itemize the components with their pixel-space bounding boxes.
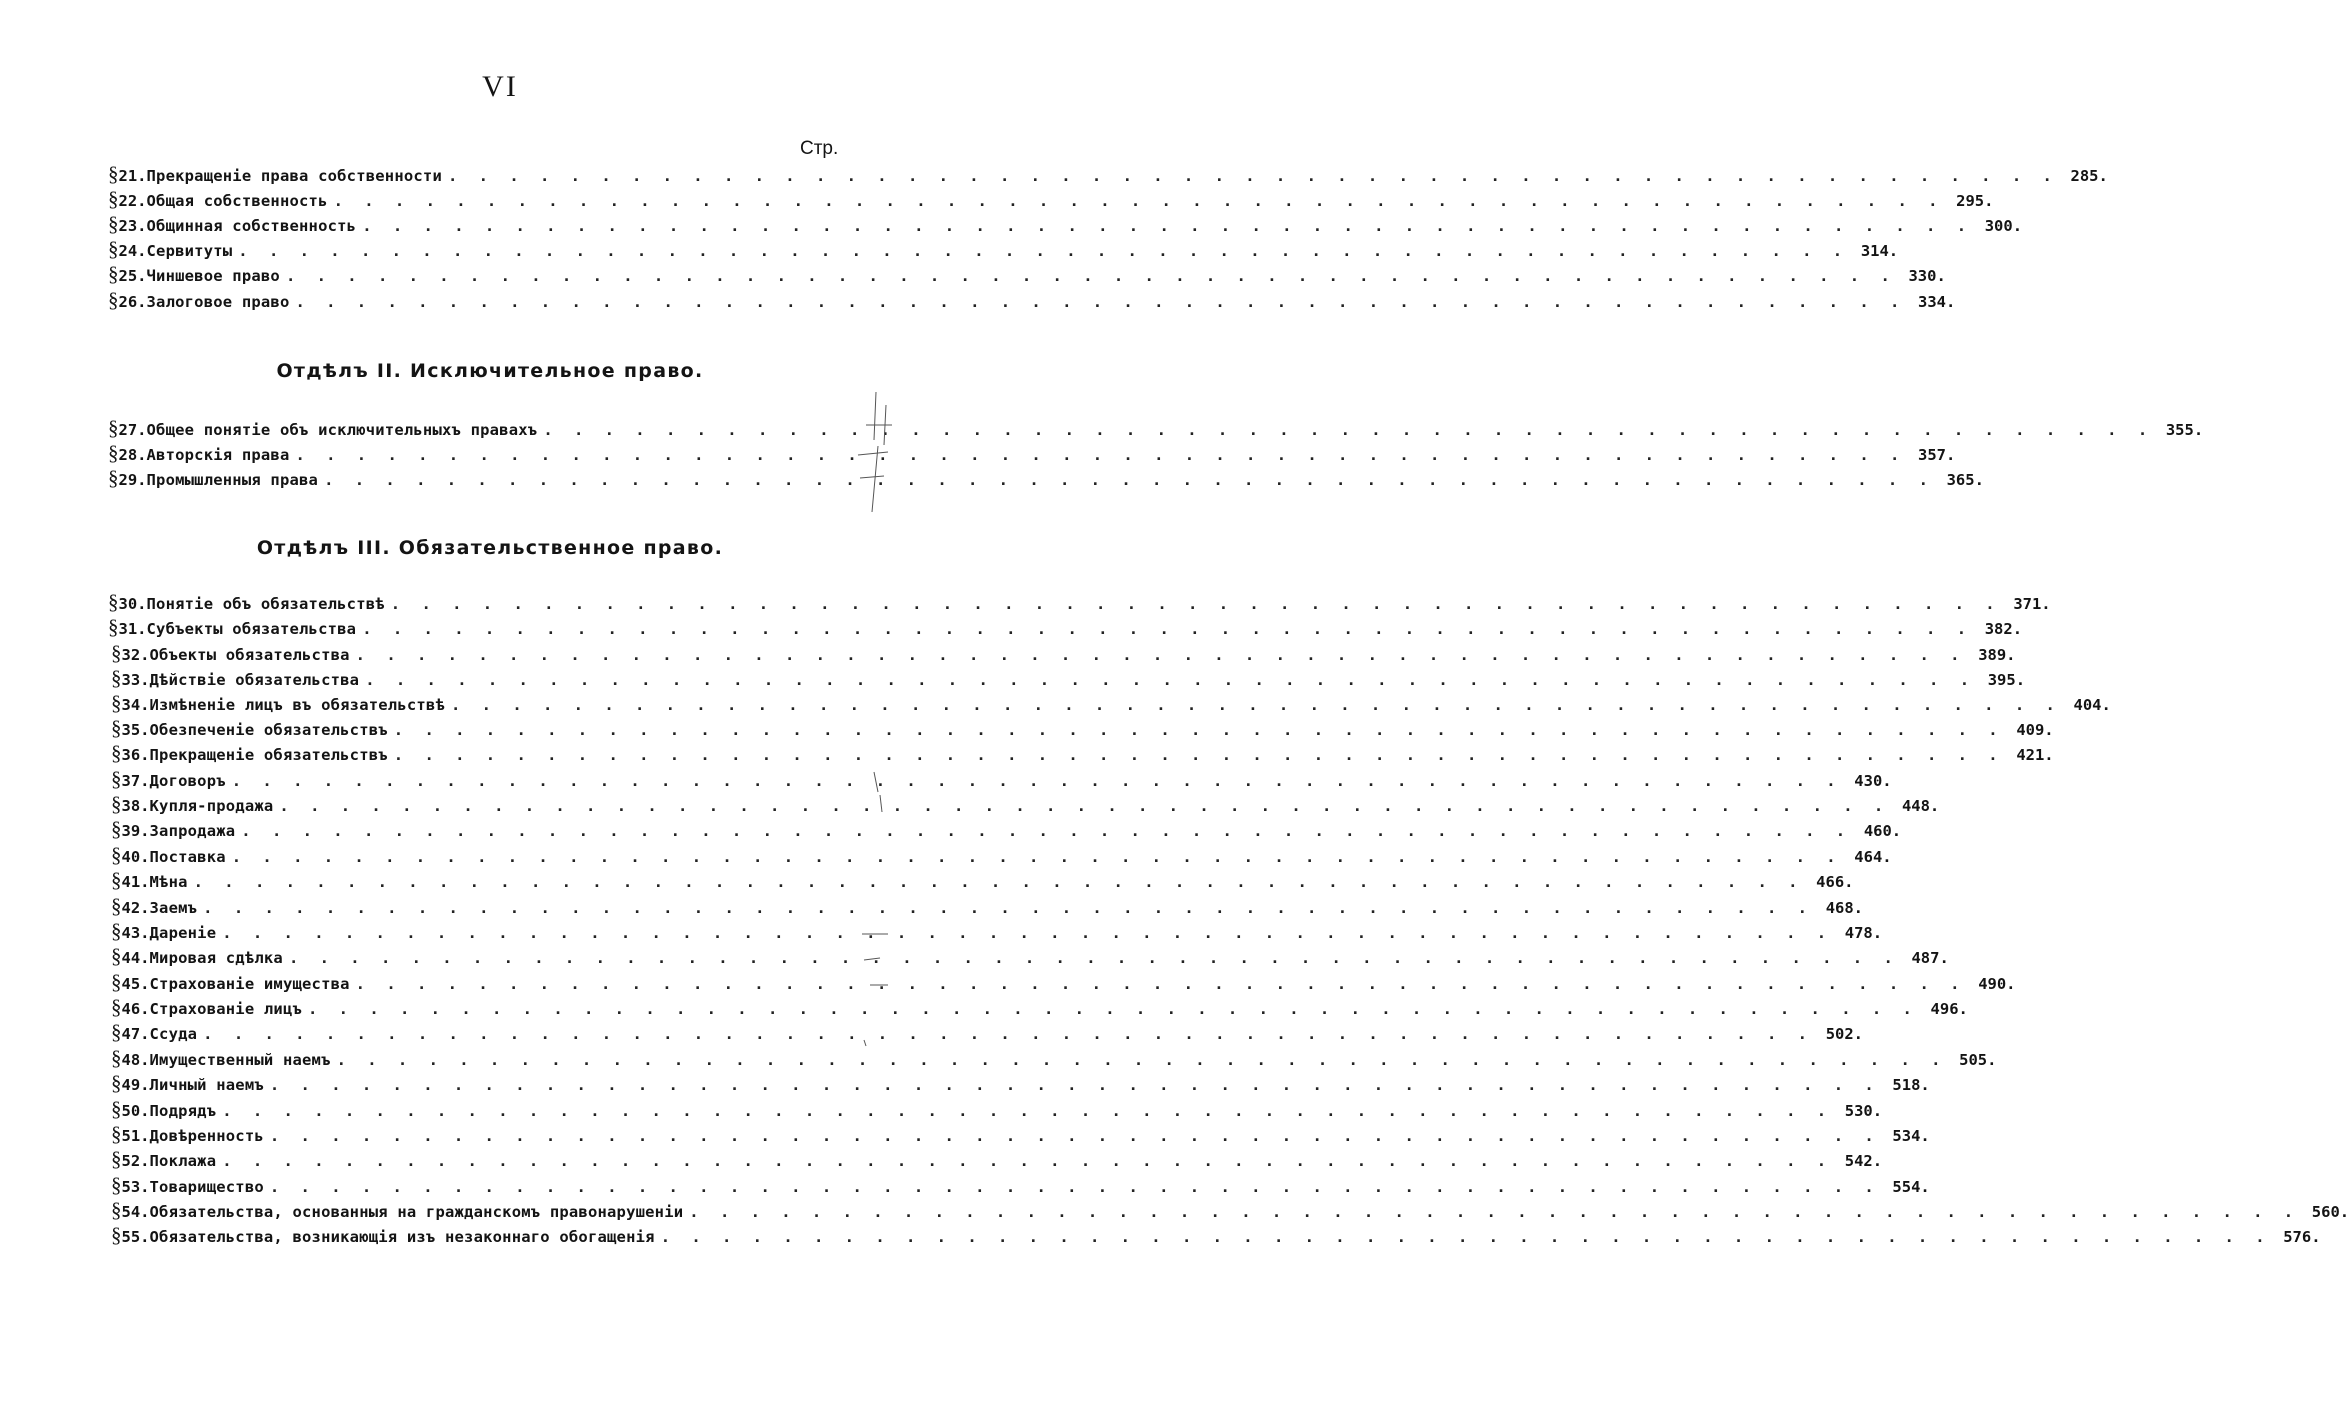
section-symbol: § xyxy=(111,970,122,994)
entry-page: 534. xyxy=(1892,1127,1930,1145)
section-symbol: § xyxy=(111,1147,122,1171)
entry-page: 487. xyxy=(1911,949,1949,967)
section-symbol: § xyxy=(111,792,122,816)
entry-page: 382. xyxy=(1984,620,2023,638)
section-symbol: § xyxy=(111,1046,122,1070)
entry-number: 24. xyxy=(118,242,147,260)
entry-number: 44. xyxy=(121,949,150,967)
entry-title: Мировая сдѣлка xyxy=(149,949,283,967)
dot-leader: . . . . . . . . . . . . . . . . . . . . . . . . . . . . . . . . . . . . . . . . . . . . . . . . . . . . . xyxy=(222,1152,1833,1170)
entry-title: Страхованіе лицъ xyxy=(149,1000,303,1018)
entry-number: 51. xyxy=(121,1127,150,1145)
entry-title: Поставка xyxy=(149,848,226,866)
section-symbol: § xyxy=(111,767,122,791)
entry-page: 464. xyxy=(1854,848,1892,866)
dot-leader: . . . . . . . . . . . . . . . . . . . . . . . . . . . . . . . . . . . . . . . . . . . . . . . . . . . . . xyxy=(393,746,2004,764)
dot-leader: . . . . . . . . . . . . . . . . . . . . . . . . . . . . . . . . . . . . . . . . . . . . . . . . . . . . . xyxy=(355,975,1966,993)
entry-number: 40. xyxy=(121,848,150,866)
dot-leader: . . . . . . . . . . . . . . . . . . . . . . . . . . . . . . . . . . . . . . . . . . . . . . . . . . . . . xyxy=(393,721,2004,739)
entry-number: 53. xyxy=(121,1178,150,1196)
entry-page: 468. xyxy=(1825,899,1864,917)
section-symbol: § xyxy=(111,1097,122,1121)
entry-title: Договоръ xyxy=(149,772,226,790)
entry-title: Обязательства, возникающія изъ незаконнаго обогащенія xyxy=(149,1228,655,1246)
section-symbol: § xyxy=(111,666,122,690)
section-symbol: § xyxy=(108,416,119,440)
section-heading: Отдѣлъ III. Обязательственное право. xyxy=(256,537,724,559)
entry-number: 41. xyxy=(121,873,150,891)
entry-page: 330. xyxy=(1908,267,1946,285)
dot-leader: . . . . . . . . . . . . . . . . . . . . . . . . . . . . . . . . . . . . . . . . . . . . . . . . . . . . . xyxy=(269,1178,1880,1196)
entry-number: 35. xyxy=(121,721,150,739)
entry-title: Дареніе xyxy=(149,924,217,942)
section-symbol: § xyxy=(111,919,122,943)
dot-leader: . . . . . . . . . . . . . . . . . . . . . . . . . . . . . . . . . . . . . . . . . . . . . . . . . . . . . xyxy=(390,595,2001,613)
entry-page: 285. xyxy=(2070,167,2108,185)
dot-leader: . . . . . . . . . . . . . . . . . . . . . . . . . . . . . . . . . . . . . . . . . . . . . . . . . . . . . xyxy=(362,217,1973,235)
entry-number: 37. xyxy=(121,772,150,790)
entry-title: Страхованіе имущества xyxy=(149,975,350,993)
section-symbol: § xyxy=(111,1173,122,1197)
dot-leader: . . . . . . . . . . . . . . . . . . . . . . . . . . . . . . . . . . . . . . . . . . . . . . . . . . . . . xyxy=(241,822,1852,840)
entry-number: 31. xyxy=(118,620,147,638)
dot-leader: . . . . . . . . . . . . . . . . . . . . . . . . . . . . . . . . . . . . . . . . . . . . . . . . . . . . . xyxy=(295,293,1906,311)
entry-page: 334. xyxy=(1918,293,1956,311)
entry-title: Авторскія права xyxy=(146,446,290,464)
section-symbol: § xyxy=(108,466,119,490)
entry-page: 314. xyxy=(1860,242,1899,260)
entry-number: 47. xyxy=(121,1025,150,1043)
entry-title: Промышленныя права xyxy=(146,471,319,489)
entry-number: 34. xyxy=(121,696,150,714)
dot-leader: . . . . . . . . . . . . . . . . . . . . . . . . . . . . . . . . . . . . . . . . . . . . . . . . . . . . . xyxy=(543,421,2154,439)
entry-title: Довѣренность xyxy=(149,1127,264,1145)
entry-title: Чиншевое право xyxy=(146,267,280,285)
dot-leader: . . . . . . . . . . . . . . . . . . . . . . . . . . . . . . . . . . . . . . . . . . . . . . . . . . . . . xyxy=(308,1000,1918,1018)
entry-number: 36. xyxy=(121,746,150,764)
entry-title: Залоговое право xyxy=(146,293,290,311)
dot-leader: . . . . . . . . . . . . . . . . . . . . . . . . . . . . . . . . . . . . . . . . . . . . . . . . . . . . . xyxy=(269,1127,1880,1145)
section-symbol: § xyxy=(111,944,122,968)
entry-number: 39. xyxy=(121,822,150,840)
section-symbol: § xyxy=(111,691,122,715)
entry-page: 542. xyxy=(1844,1152,1883,1170)
dot-leader: . . . . . . . . . . . . . . . . . . . . . . . . . . . . . . . . . . . . . . . . . . . . . . . . . . . . . xyxy=(295,446,1906,464)
dot-leader: . . . . . . . . . . . . . . . . . . . . . . . . . . . . . . . . . . . . . . . . . . . . . . . . . . . . . xyxy=(333,192,1944,210)
entry-page: 355. xyxy=(2165,421,2204,439)
entry-title: Поклажа xyxy=(149,1152,217,1170)
dot-leader: . . . . . . . . . . . . . . . . . . . . . . . . . . . . . . . . . . . . . . . . . . . . . . . . . . . . . xyxy=(285,267,1896,285)
entry-title: Общая собственность xyxy=(146,192,328,210)
dot-leader: . . . . . . . . . . . . . . . . . . . . . . . . . . . . . . . . . . . . . . . . . . . . . . . . . . . . . xyxy=(222,1102,1833,1120)
entry-page: 530. xyxy=(1844,1102,1883,1120)
dot-leader: . . . . . . . . . . . . . . . . . . . . . . . . . . . . . . . . . . . . . . . . . . . . . . . . . . . . . xyxy=(231,772,1842,790)
dot-leader: . . . . . . . . . . . . . . . . . . . . . . . . . . . . . . . . . . . . . . . . . . . . . . . . . . . . . xyxy=(238,242,1849,260)
section-symbol: § xyxy=(108,441,119,465)
dot-leader: . . . . . . . . . . . . . . . . . . . . . . . . . . . . . . . . . . . . . . . . . . . . . . . . . . . . . xyxy=(203,1025,1814,1043)
entry-number: 38. xyxy=(121,797,150,815)
entry-title: Общинная собственность xyxy=(146,217,357,235)
dot-leader: . . . . . . . . . . . . . . . . . . . . . . . . . . . . . . . . . . . . . . . . . . . . . . . . . . . . . xyxy=(222,924,1833,942)
section-symbol: § xyxy=(108,615,119,639)
dot-leader: . . . . . . . . . . . . . . . . . . . . . . . . . . . . . . . . . . . . . . . . . . . . . . . . . . . . . xyxy=(362,620,1973,638)
entry-number: 42. xyxy=(121,899,150,917)
entry-title: Измѣненіе лицъ въ обязательствѣ xyxy=(149,696,445,714)
entry-title: Имущественный наемъ xyxy=(149,1051,331,1069)
entry-page: 496. xyxy=(1930,1000,1968,1018)
entry-number: 21. xyxy=(118,167,147,185)
section-symbol: § xyxy=(111,843,122,867)
entry-title: Понятіе объ обязательствѣ xyxy=(146,595,385,613)
section-symbol: § xyxy=(111,868,122,892)
entry-page: 430. xyxy=(1854,772,1892,790)
entry-title: Товарищество xyxy=(149,1178,264,1196)
entry-number: 54. xyxy=(121,1203,150,1221)
entry-title: Прекращеніе обязательствъ xyxy=(149,746,388,764)
entry-number: 23. xyxy=(118,217,147,235)
entry-page: 409. xyxy=(2016,721,2054,739)
dot-leader: . . . . . . . . . . . . . . . . . . . . . . . . . . . . . . . . . . . . . . . . . . . . . . . . . . . . . xyxy=(448,167,2058,185)
entry-page: 404. xyxy=(2073,696,2111,714)
dot-leader: . . . . . . . . . . . . . . . . . . . . . . . . . . . . . . . . . . . . . . . . . . . . . . . . . . . . . xyxy=(203,899,1814,917)
dot-leader: . . . . . . . . . . . . . . . . . . . . . . . . . . . . . . . . . . . . . . . . . . . . . . . . . . . . . xyxy=(279,797,1890,815)
entry-page: 478. xyxy=(1844,924,1883,942)
section-symbol: § xyxy=(108,187,119,211)
entry-page: 466. xyxy=(1816,873,1854,891)
section-symbol: § xyxy=(111,1020,122,1044)
entry-page: 560. xyxy=(2311,1203,2349,1221)
section-symbol: § xyxy=(111,894,122,918)
entry-page: 518. xyxy=(1892,1076,1930,1094)
dot-leader: . . . . . . . . . . . . . . . . . . . . . . . . . . . . . . . . . . . . . . . . . . . . . . . . . . . . . xyxy=(689,1203,2300,1221)
pencil-marks xyxy=(0,0,1000,1418)
section-symbol: § xyxy=(111,1198,122,1222)
entry-title: Заемъ xyxy=(149,899,198,917)
dot-leader: . . . . . . . . . . . . . . . . . . . . . . . . . . . . . . . . . . . . . . . . . . . . . . . . . . . . . xyxy=(269,1076,1880,1094)
dot-leader: . . . . . . . . . . . . . . . . . . . . . . . . . . . . . . . . . . . . . . . . . . . . . . . . . . . . . xyxy=(336,1051,1947,1069)
entry-page: 505. xyxy=(1959,1051,1997,1069)
entry-number: 43. xyxy=(121,924,150,942)
entry-title: Ссуда xyxy=(149,1025,198,1043)
section-symbol: § xyxy=(111,995,122,1019)
entry-number: 25. xyxy=(118,267,147,285)
entry-title: Прекращеніе права собственности xyxy=(146,167,442,185)
entry-page: 300. xyxy=(1984,217,2023,235)
section-symbol: § xyxy=(108,162,119,186)
entry-title: Мѣна xyxy=(149,873,188,891)
entry-number: 29. xyxy=(118,471,147,489)
section-symbol: § xyxy=(108,212,119,236)
entry-page: 460. xyxy=(1863,822,1902,840)
section-symbol: § xyxy=(111,817,122,841)
section-symbol: § xyxy=(111,1071,122,1095)
entry-title: Обезпеченіе обязательствъ xyxy=(149,721,388,739)
entry-number: 26. xyxy=(118,293,147,311)
section-symbol: § xyxy=(111,641,122,665)
entry-title: Купля-продажа xyxy=(149,797,274,815)
entry-title: Подрядъ xyxy=(149,1102,217,1120)
dot-leader: . . . . . . . . . . . . . . . . . . . . . . . . . . . . . . . . . . . . . . . . . . . . . . . . . . . . . xyxy=(660,1228,2271,1246)
entry-number: 32. xyxy=(121,646,150,664)
entry-page: 357. xyxy=(1918,446,1956,464)
entry-number: 48. xyxy=(121,1051,150,1069)
entry-number: 33. xyxy=(121,671,150,689)
entry-title: Субъекты обязательства xyxy=(146,620,357,638)
entry-title: Сервитуты xyxy=(146,242,233,260)
entry-title: Запродажа xyxy=(149,822,236,840)
entry-number: 46. xyxy=(121,1000,150,1018)
entry-number: 30. xyxy=(118,595,147,613)
entry-number: 52. xyxy=(121,1152,150,1170)
entry-number: 55. xyxy=(121,1228,150,1246)
entry-page: 448. xyxy=(1901,797,1940,815)
dot-leader: . . . . . . . . . . . . . . . . . . . . . . . . . . . . . . . . . . . . . . . . . . . . . . . . . . . . . xyxy=(355,646,1966,664)
entry-page: 365. xyxy=(1946,471,1984,489)
dot-leader: . . . . . . . . . . . . . . . . . . . . . . . . . . . . . . . . . . . . . . . . . . . . . . . . . . . . . xyxy=(193,873,1804,891)
section-symbol: § xyxy=(108,590,119,614)
section-symbol: § xyxy=(108,237,119,261)
section-symbol: § xyxy=(108,288,119,312)
entry-page: 576. xyxy=(2283,1228,2321,1246)
dot-leader: . . . . . . . . . . . . . . . . . . . . . . . . . . . . . . . . . . . . . . . . . . . . . . . . . . . . . xyxy=(324,471,1934,489)
entry-title: Общее понятіе объ исключительныхъ правахъ xyxy=(146,421,538,439)
entry-page: 502. xyxy=(1825,1025,1864,1043)
entry-page: 395. xyxy=(1987,671,2026,689)
entry-number: 28. xyxy=(118,446,147,464)
section-heading: Отдѣлъ II. Исключительное право. xyxy=(276,360,704,382)
entry-number: 22. xyxy=(118,192,147,210)
entry-title: Личный наемъ xyxy=(149,1076,264,1094)
section-symbol: § xyxy=(111,1122,122,1146)
entry-number: 49. xyxy=(121,1076,150,1094)
dot-leader: . . . . . . . . . . . . . . . . . . . . . . . . . . . . . . . . . . . . . . . . . . . . . . . . . . . . . xyxy=(231,848,1842,866)
entry-page: 371. xyxy=(2013,595,2051,613)
entry-page: 554. xyxy=(1892,1178,1930,1196)
dot-leader: . . . . . . . . . . . . . . . . . . . . . . . . . . . . . . . . . . . . . . . . . . . . . . . . . . . . . xyxy=(365,671,1976,689)
entry-page: 421. xyxy=(2016,746,2054,764)
section-symbol: § xyxy=(111,1223,122,1247)
dot-leader: . . . . . . . . . . . . . . . . . . . . . . . . . . . . . . . . . . . . . . . . . . . . . . . . . . . . . xyxy=(288,949,1899,967)
entry-page: 389. xyxy=(1978,646,2016,664)
section-symbol: § xyxy=(111,716,122,740)
entry-number: 27. xyxy=(118,421,147,439)
entry-title: Дѣйствіе обязательства xyxy=(149,671,360,689)
entry-number: 50. xyxy=(121,1102,150,1120)
page-number: VI xyxy=(482,70,518,103)
entry-title: Обязательства, основанныя на гражданскомъ правонарушеніи xyxy=(149,1203,684,1221)
dot-leader: . . . . . . . . . . . . . . . . . . . . . . . . . . . . . . . . . . . . . . . . . . . . . . . . . . . . . xyxy=(451,696,2061,714)
section-symbol: § xyxy=(108,262,119,286)
entry-page: 490. xyxy=(1978,975,2016,993)
entry-title: Объекты обязательства xyxy=(149,646,350,664)
entry-number: 45. xyxy=(121,975,150,993)
section-symbol: § xyxy=(111,741,122,765)
page-column-label: Стр. xyxy=(800,138,839,159)
entry-page: 295. xyxy=(1956,192,1994,210)
